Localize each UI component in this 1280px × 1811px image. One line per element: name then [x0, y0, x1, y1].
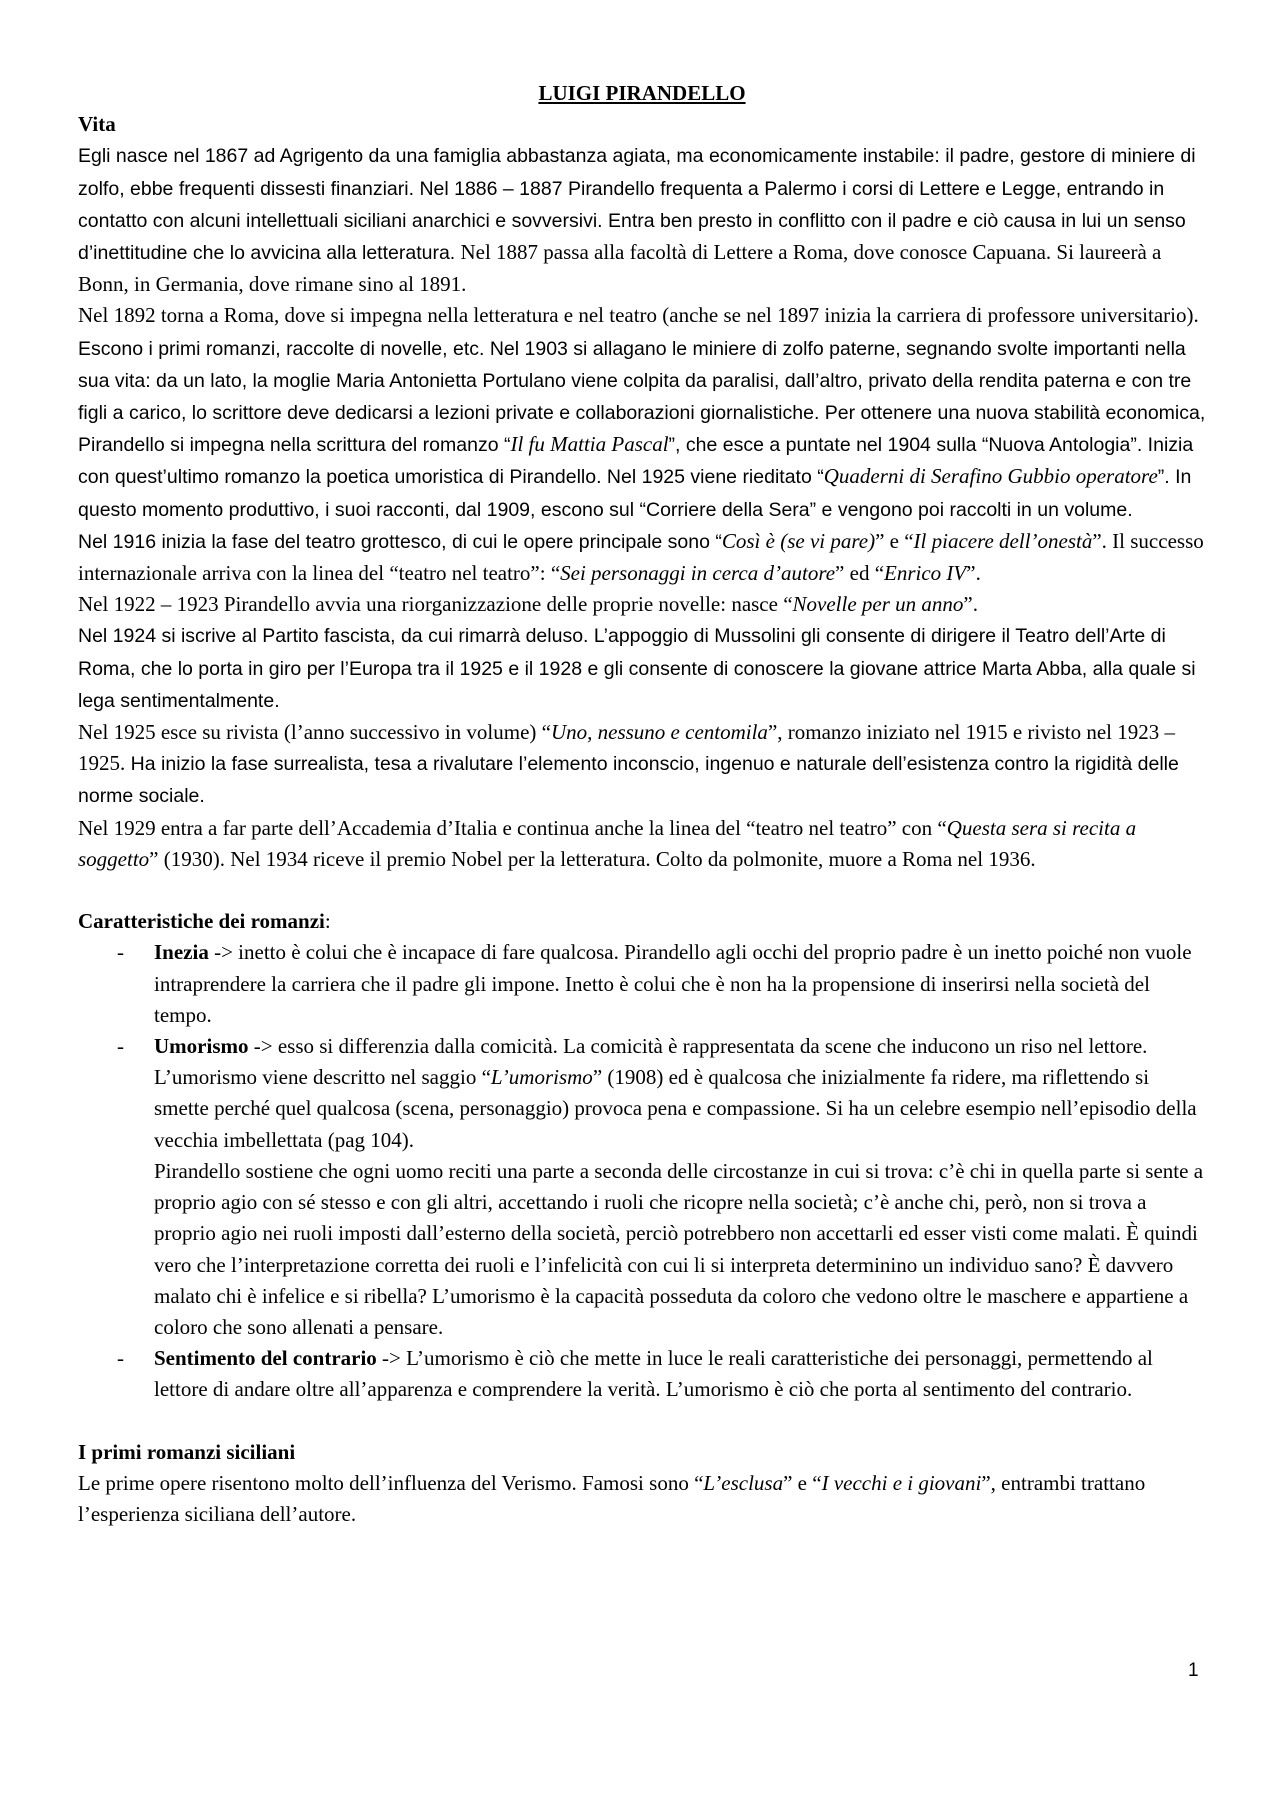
list-dash: -: [117, 1034, 124, 1059]
umorismo-paragraph-2: Pirandello sostiene che ogni uomo reciti una parte a seconda delle circostanze in cui si trova: c’è chi in quella parte si sente a proprio agio con sé stesso e con gli altri, accettando i ruoli che ricopre nella società; c’è anche chi, però, non si trova a proprio agio nei ruoli imposti dall’esterno della società, perciò potrebbero non accettarli ed esser visti come malati. È quindi vero che l’interpretazione corretta dei ruoli e l’infelicità con cui li si interpreta determinino un individuo sano? È davvero malato chi è infelice e si ribella? L’umorismo è la capacità posseduta da coloro che vedono oltre le maschere e appartiene a coloro che sono allenati a pensare.: [154, 1158, 1204, 1339]
list-item-inezia: - Inezia -> inetto è colui che è incapace di fare qualcosa. Pirandello agli occhi del proprio padre è un inetto poiché non vuole intraprendere la carriera che il padre gli impone. Inetto è colui che è non ha la propensione di inserirsi nella società del tempo.: [78, 937, 1206, 1031]
section-heading-primi-romanzi: I primi romanzi siciliani: [78, 1439, 296, 1464]
list-dash: -: [117, 1346, 124, 1371]
features-list: [78, 937, 1206, 1405]
section-heading-caratteristiche: Caratteristiche dei romanzi:: [78, 909, 331, 934]
page-title: LUIGI PIRANDELLO: [538, 81, 746, 105]
document-body: [78, 78, 1206, 1530]
list-dash: -: [117, 940, 124, 965]
page-number: 1: [1188, 1660, 1199, 1681]
vita-paragraph-4: Nel 1922 – 1923 Pirandello avvia una riorganizzazione delle proprie novelle: nasce “Novelle per un anno”.: [78, 592, 978, 617]
vita-paragraph-5: Nel 1924 si iscrive al Partito fascista, da cui rimarrà deluso. L’appoggio di Mussolini gli consente di dirigere il Teatro dell’Arte di Roma, che lo porta in giro per l’Europa tra il 1925 e il 1928 e gli consente di conoscere la giovane attrice Marta Abba, alla quale si lega sentimentalmente.: [78, 625, 1196, 712]
list-item-sentimento: - Sentimento del contrario -> L’umorismo è ciò che mette in luce le reali caratteristiche dei personaggi, permettendo al lettore di andare oltre all’apparenza e comprendere la verità. L’umorismo è ciò che porta al sentimento del contrario.: [78, 1343, 1206, 1405]
vita-paragraph-7: Nel 1929 entra a far parte dell’Accademia d’Italia e continua anche la linea del “teatro nel teatro” con “Questa sera si recita a soggetto” (1930). Nel 1934 riceve il premio Nobel per la letteratura. Colto da polmonite, muore a Roma nel 1936.: [78, 815, 1137, 871]
vita-paragraph-3: Nel 1916 inizia la fase del teatro grottesco, di cui le opere principale sono “Così è (se vi pare)” e “Il piacere dell’onestà”. Il successo internazionale arriva con la linea del “teatro nel teatro”: “Sei personaggi in cerca d’autore” ed “Enrico IV”.: [78, 528, 1204, 586]
section-heading-vita: Vita: [78, 112, 116, 137]
vita-paragraph-2: Nel 1892 torna a Roma, dove si impegna nella letteratura e nel teatro (anche se nel 1897 inizia la carriera di professore universitario). Escono i primi romanzi, raccolte di novelle, etc. Nel 1903 si allagano le miniere di zolfo paterne, segnando svolte importanti nella sua vita: da un lato, la moglie Maria Antonietta Portulano viene colpita da paralisi, dall’altro, privato della rendita paterna e con tre figli a carico, lo scrittore deve dedicarsi a lezioni private e collaborazioni giornalistiche. Per ottenere una nuova stabilità economica, Pirandello si impegna nella scrittura del romanzo “Il fu Mattia Pascal”, che esce a puntate nel 1904 sulla “Nuova Antologia”. Inizia con quest’ultimo romanzo la poetica umoristica di Pirandello. Nel 1925 viene rieditato “Quaderni di Serafino Gubbio operatore”. In questo momento produttivo, i suoi racconti, dal 1909, escono sul “Corriere della Sera” e vengono poi raccolti in un volume.: [78, 303, 1206, 521]
spacer: [78, 875, 1206, 906]
vita-paragraph-1: Egli nasce nel 1867 ad Agrigento da una famiglia abbastanza agiata, ma economicamente instabile: il padre, gestore di miniere di zolfo, ebbe frequenti dissesti finanziari. Nel 1886 – 1887 Pirandello frequenta a Palermo i corsi di Lettere e Legge, entrando in contatto con alcuni intellettuali siciliani anarchici e sovversivi. Entra ben presto in conflitto con il padre e ciò causa in lui un senso d’inettitudine che lo avvicina alla letteratura. Nel 1887 passa alla facoltà di Lettere a Roma, dove conosce Capuana. Si laureerà a Bonn, in Germania, dove rimane sino al 1891.: [78, 145, 1196, 297]
spacer: [78, 1406, 1206, 1437]
vita-paragraph-6: Nel 1925 esce su rivista (l’anno successivo in volume) “Uno, nessuno e centomila”, romanzo iniziato nel 1915 e rivisto nel 1923 – 1925. Ha inizio la fase surrealista, tesa a rivalutare l’elemento inconscio, ingenuo e naturale dell’esistenza contro la rigidità delle norme sociale.: [78, 720, 1179, 808]
primi-romanzi-paragraph: Le prime opere risentono molto dell’influenza del Verismo. Famosi sono “L’esclusa” e “I vecchi e i giovani”, entrambi trattano l’esperienza siciliana dell’autore.: [78, 1470, 1146, 1527]
list-item-umorismo: - Umorismo -> esso si differenzia dalla comicità. La comicità è rappresentata da scene che inducono un riso nel lettore. L’umorismo viene descritto nel saggio “L’umorismo” (1908) ed è qualcosa che inizialmente fa ridere, ma riflettendo si smette perché quel qualcosa (scena, personaggio) provoca pena e compassione. Si ha un celebre esempio nell’episodio della vecchia imbellettata (pag 104). Pirandello sostiene che ogni uomo reciti una parte a seconda delle circostanze in cui si trova: c’è chi in quella parte si sente a proprio agio con sé stesso e con gli altri, accettando i ruoli che ricopre nella società; c’è anche chi, però, non si trova a proprio agio nei ruoli imposti dall’esterno della società, perciò potrebbero non accettarli ed esser visti come malati. È quindi vero che l’interpretazione corretta dei ruoli e l’infelicità con cui li si interpreta determinino un individuo sano? È davvero malato chi è infelice e si ribella? L’umorismo è la capacità posseduta da coloro che vedono oltre le maschere e appartiene a coloro che sono allenati a pensare.: [78, 1031, 1206, 1343]
